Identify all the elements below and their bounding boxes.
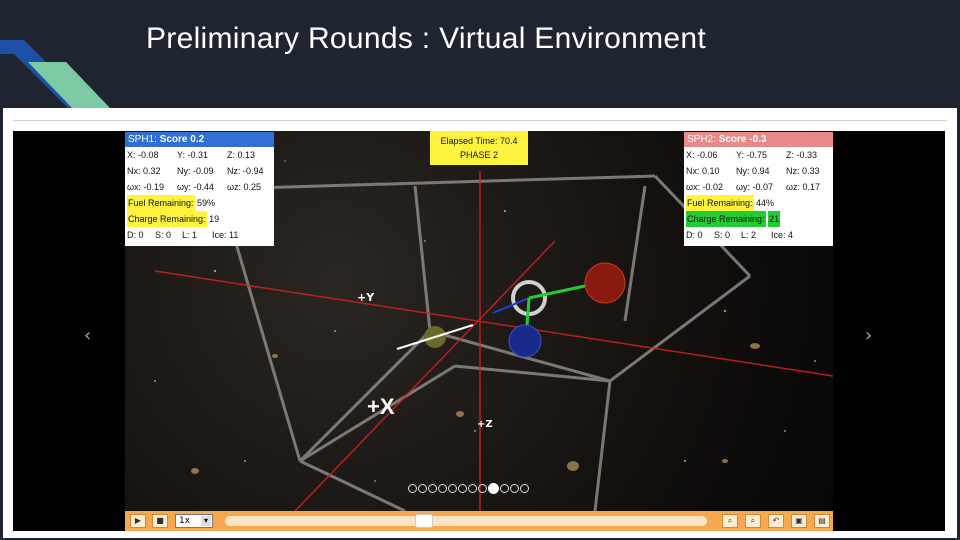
sph2-panel: [684, 132, 833, 246]
elapsed-time: Elapsed Time: 70.4: [440, 136, 518, 146]
sph1-d: D: 0: [127, 230, 144, 240]
sph1-z: Z: 0.13: [227, 150, 256, 160]
sph1-ny: Ny: -0.09: [177, 166, 214, 176]
playback-controls: [125, 511, 833, 531]
sph1-nz: Nz: -0.94: [227, 166, 264, 176]
carousel-prev-icon[interactable]: ‹: [84, 325, 92, 346]
carousel-dot[interactable]: [488, 483, 499, 494]
carousel-dot[interactable]: [418, 484, 427, 493]
carousel-dot[interactable]: [458, 484, 467, 493]
sph2-nx: Nx: 0.10: [686, 166, 720, 176]
sph1-s: S: 0: [155, 230, 172, 240]
chevron-down-icon: ▾: [201, 516, 211, 526]
sph2-satellite: [509, 325, 541, 357]
carousel-dot[interactable]: [408, 484, 417, 493]
camera-icon[interactable]: ▣: [791, 514, 807, 528]
sph2-ice: Ice: 4: [771, 230, 794, 240]
carousel-dot[interactable]: [500, 484, 509, 493]
stop-button[interactable]: ■: [152, 514, 168, 528]
sph1-x: X: -0.08: [127, 150, 159, 160]
sph2-l: L: 2: [741, 230, 757, 240]
sph2-y: Y: -0.75: [736, 150, 768, 160]
sph1-header: SPH1: Score 0.2: [125, 132, 274, 147]
sph2-d: D: 0: [686, 230, 703, 240]
carousel-dot[interactable]: [520, 484, 529, 493]
carousel-dot[interactable]: [468, 484, 477, 493]
sph1-l: L: 1: [182, 230, 198, 240]
carousel-dot[interactable]: [478, 484, 487, 493]
corner-decoration: [0, 0, 120, 110]
sph2-ny: Ny: 0.94: [736, 166, 770, 176]
sph1-nx: Nx: 0.32: [127, 166, 161, 176]
sph2-charge: Charge Remaining: 21: [684, 211, 833, 227]
play-button[interactable]: ▶: [130, 514, 146, 528]
carousel-dot[interactable]: [428, 484, 437, 493]
axis-z-label: +Z: [477, 419, 493, 430]
sph1-ice: Ice: 11: [212, 230, 239, 240]
red-satellite: [585, 263, 625, 303]
sph1-wx: ωx: -0.19: [127, 182, 165, 192]
sph2-x: X: -0.06: [686, 150, 718, 160]
item-ring: [493, 282, 585, 326]
sph2-nz: Nz: 0.33: [786, 166, 820, 176]
carousel-dots: [408, 484, 529, 494]
sph2-wx: ωx: -0.02: [686, 182, 724, 192]
progress-track[interactable]: [225, 516, 707, 526]
save-icon[interactable]: ▤: [814, 514, 830, 528]
carousel-dot[interactable]: [448, 484, 457, 493]
reset-view-icon[interactable]: ↶: [768, 514, 784, 528]
sph1-wz: ωz: 0.25: [227, 182, 262, 192]
elapsed-timer: [430, 131, 528, 165]
sph2-fuel: Fuel Remaining: 44%: [684, 195, 833, 211]
sph2-wz: ωz: 0.17: [786, 182, 821, 192]
sph1-fuel: Fuel Remaining: 59%: [125, 195, 274, 211]
axis-x-label: +X: [367, 394, 395, 419]
sph1-y: Y: -0.31: [177, 150, 209, 160]
progress-thumb[interactable]: [415, 514, 433, 528]
phase-label: PHASE 2: [459, 150, 499, 160]
speed-select[interactable]: 1x ▾: [175, 514, 213, 528]
sph2-s: S: 0: [714, 230, 731, 240]
cube-wireframe: [220, 176, 750, 511]
carousel-dot[interactable]: [438, 484, 447, 493]
sph2-z: Z: -0.33: [786, 150, 818, 160]
zoom-out-icon[interactable]: ⌕: [745, 514, 761, 528]
sph1-charge: Charge Remaining: 19: [125, 211, 274, 227]
axis-y-label: +Y: [357, 291, 375, 304]
sph2-header: SPH2: Score -0.3: [684, 132, 833, 147]
sph2-wy: ωy: -0.07: [736, 182, 774, 192]
sph1-panel: [125, 132, 274, 246]
slide-title: Preliminary Rounds : Virtual Environment: [146, 22, 707, 55]
zoom-in-icon[interactable]: ⌕: [722, 514, 738, 528]
carousel-next-icon[interactable]: ›: [865, 325, 873, 346]
sph1-wy: ωy: -0.44: [177, 182, 215, 192]
carousel-dot[interactable]: [510, 484, 519, 493]
